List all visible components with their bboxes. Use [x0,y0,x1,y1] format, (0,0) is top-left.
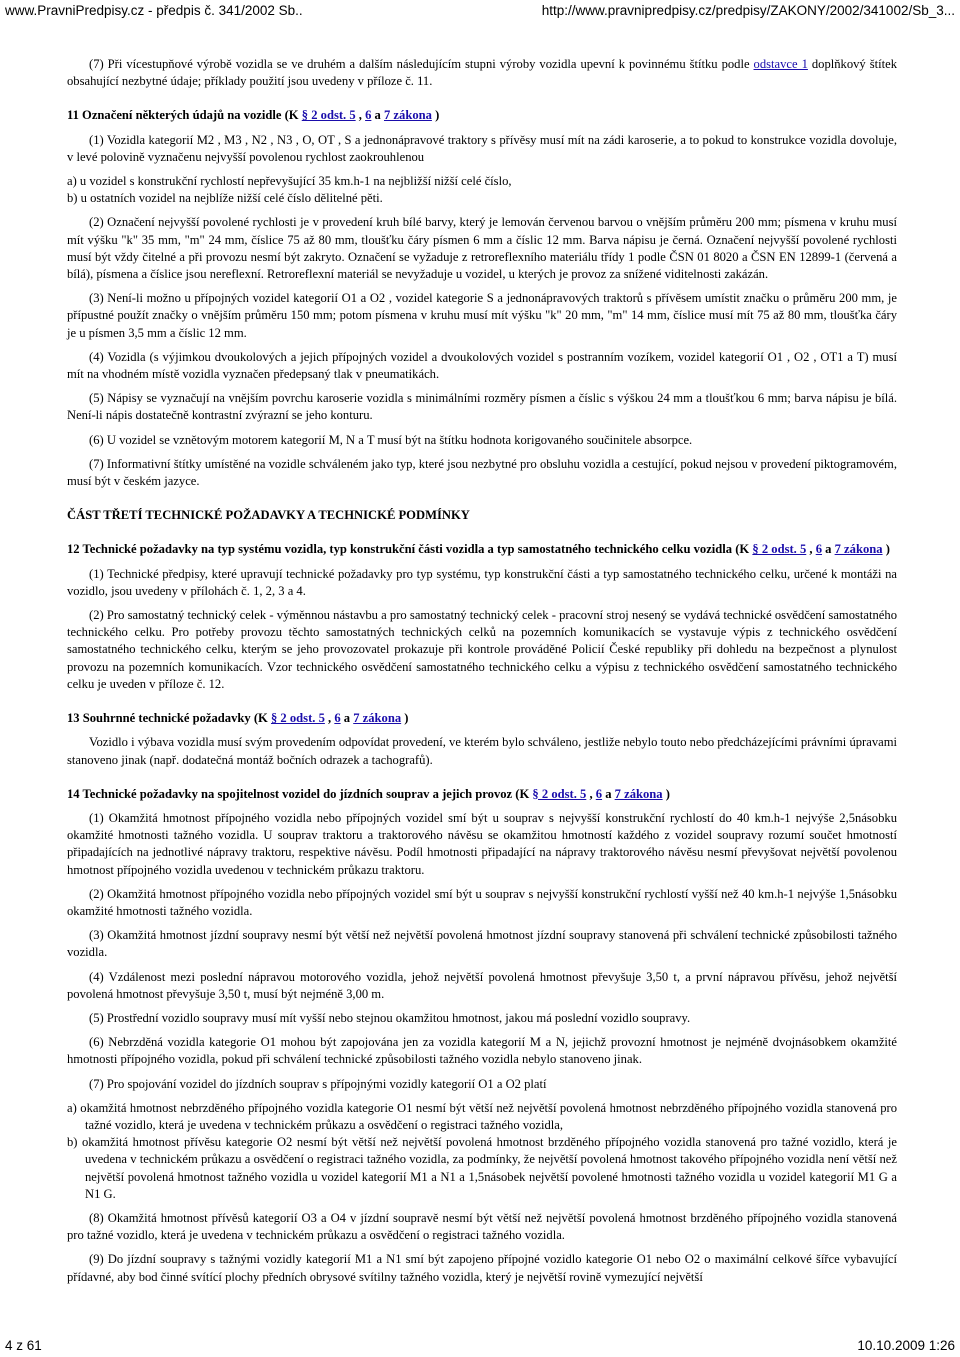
s14-paragraph-1: (1) Okamžitá hmotnost přípojného vozidla nebo přípojných vozidel smí být u souprav s nejvyšší konstrukční rychlostí do 40 km.h-1 nejvýše 2,5násobku okamžité hmotnosti tažného vozidla. U souprav traktoru a traktorového návěsu se okamžitou hmotností každého z vozidel soupravy rozumí součet hmotností připadajících na jednotlivé nápravy traktoru, respektive návěsu. Podíl hmotnosti připadající na nápravy traktorového návěsu nesmí převyšovat největší povolenou hmotnost přípojného vozidla uvedenou v technickém průkazu traktoru. [67,810,897,877]
s11-item-b: b) u ostatních vozidel na nejblíže nižší celé číslo dělitelné pěti. [67,191,383,206]
link-s13-zakona[interactable]: 7 zákona [353,711,402,726]
part-three-heading: ČÁST TŘETÍ TECHNICKÉ POŽADAVKY A TECHNICKÉ PODMÍNKY [67,508,470,523]
link-s11-6[interactable]: 6 [365,108,372,123]
s14-paragraph-8: (8) Okamžitá hmotnost přívěsů kategorií O3 a O4 v jízdní soupravě nesmí být větší než největší povolená hmotnost brzděného přípojného vozidla stanovená pro tažné vozidlo, která je uvedena v technickém průkazu a osvědčení o registraci tažného vozidla. [67,1210,897,1243]
s12-paragraph-2: (2) Pro samostatný technický celek - výměnnou nástavbu a pro samostatný technický celek - pracovní stroj nesený se vydává technické osvědčení samostatného technického celku. Pro potřeby provozu těchto samostatných technických celků na pozemních komunikacích se vystavuje výpis z technického osvědčení samostatného technického celku, kterým se jeho provozovatel prokazuje při kontrole prováděné Policií České republiky při dohledu na bezpečnost a plynulost provozu na pozemních komunikacích. Vzor technického osvědčení samostatného technického celku a výpisu z technického osvědčení samostatného technického celku je uveden v příloze č. 12. [67,608,897,691]
s14-item-b: b) okamžitá hmotnost přívěsu kategorie O2 nesmí být větší než největší povolená hmotnost brzděného přípojného vozidla stanovená pro tažné vozidlo, která je uvedena v technickém průkazu a osvědčení o registraci tažného vozidla, za podmínky, že největší povolená hmotnost takového přípojného vozidla není větší než největší povolená hmotnost tažného vozidla u vozidel kategorií M1 a N1 a 1,5násobek největší povolené hmotnosti tažného vozidla u vozidel kategorií M1 G a N1 G. [67,1135,897,1201]
footer-page-number: 4 z 61 [5,1338,42,1353]
s14-paragraph-9: (9) Do jízdní soupravy s tažnými vozidly kategorií M1 a N1 smí být zapojeno přípojné vozidlo kategorie O1 nebo O2 o maximální celkové šířce vybavující přídavné, aby bod činné svítící plochy předních obrysové svítilny tažného vozidla, který je největší rovině vymezující největší [67,1252,897,1284]
header-url: http://www.pravnipredpisy.cz/predpisy/ZAKONY/2002/341002/Sb_3... [541,3,955,18]
link-s14-odst5[interactable]: § 2 odst. 5 [532,786,587,801]
s14-paragraph-2: (2) Okamžitá hmotnost přípojného vozidla nebo přípojných vozidel smí být u souprav s nejvyšší konstrukční rychlostí vyšší než 40 km.h-1 nejvýše 1,5násobku okamžité hmotnosti tažného vozidla. [67,886,897,918]
link-s12-odst5[interactable]: § 2 odst. 5 [752,542,807,557]
section-11-heading: 11 Označení některých údajů na vozidle (K § 2 odst. 5 , 6 a 7 zákona ) [67,108,440,123]
s14-paragraph-6: (6) Nebrzděná vozidla kategorie O1 mohou být zapojována jen za vozidla kategorií M a N, jejichž provozní hmotnost je nejméně dvojnásobkem okamžité hmotnosti přípojného vozidla, pokud při schválení technické způsobilosti tažného vozidla nebylo stanoveno jinak. [67,1035,897,1067]
section-13-heading: 13 Souhrnné technické požadavky (K § 2 odst. 5 , 6 a 7 zákona ) [67,711,409,726]
s14-paragraph-3: (3) Okamžitá hmotnost jízdní soupravy nesmí být větší než největší povolená hmotnost jízdní soupravy stanovená při schválení technické způsobilosti tažného vozidla. [67,928,897,960]
section-14-heading: 14 Technické požadavky na spojitelnost vozidel do jízdních souprav a jejich provoz (K § 2 odst. 5 , 6 a 7 zákona ) [67,786,670,801]
document-body [67,56,897,1286]
link-s14-6[interactable]: 6 [595,786,603,801]
s14-paragraph-5: (5) Prostřední vozidlo soupravy musí mít vyšší nebo stejnou okamžitou hmotnost, jakou má poslední vozidlo soupravy. [89,1010,691,1025]
s11-paragraph-2: (2) Označení nejvyšší povolené rychlosti je v provedení kruh bílé barvy, který je lemován červenou barvou o vnějším průměru 200 mm; písmena v kruhu musí mít výšku "k" 35 mm, "m" 24 mm, číslice 75 až 80 mm, tloušťku čáry písmen 6 mm a číslic 12 mm. Barva nápisu je černá. Označení nejvyšší povolené rychlosti musí být vždy čitelné a při provozu nesmí být zakryto. Označení se vyžaduje z retroreflexního materiálu třídy 1 podle ČSN 01 8020 a ČSN EN 12899-1 (červená a bílá), písmena a číslice jsou nereflexní. Retroreflexní materiál se nevyžaduje u vozidel, u kterých je provoz za snížené viditelnosti zakázán. [67,215,897,282]
link-s13-odst5[interactable]: § 2 odst. 5 [270,711,325,726]
s13-paragraph-1: Vozidlo i výbava vozidla musí svým provedením odpovídat provedení, ve kterém bylo schváleno, jestliže nebylo touto nebo předcházejícími právními úpravami stanoveno jinak (např. dodatečná montáž bočních odrazek a tachografů). [67,735,898,767]
s12-paragraph-1: (1) Technické předpisy, které upravují technické požadavky pro typ systému, typ konstrukční části a typ samostatného technického celku, určené k montáži na vozidlo, jsou uvedeny v přílohách č. 1, 2, 3 a 4. [67,566,897,598]
s14-paragraph-7: (7) Pro spojování vozidel do jízdních souprav s přípojnými vozidly kategorií O1 a O2 platí [89,1076,547,1091]
s11-item-a: a) u vozidel s konstrukční rychlostí nepřevyšující 35 km.h-1 na nejbližší nižší celé číslo, [67,174,512,189]
link-s11-zakona[interactable]: 7 zákona [383,108,432,123]
s14-paragraph-4: (4) Vzdálenost mezi poslední nápravou motorového vozidla, jehož největší povolená hmotnost převyšuje 3,50 t, a první nápravou přívěsu, jehož největší povolená hmotnost převyšuje 3,50 t, musí být nejméně 3,00 m. [67,969,897,1001]
s11-paragraph-4: (4) Vozidla (s výjimkou dvoukolových a jejich přípojných vozidel a dvoukolových vozidel s postranním vozíkem, vozidel kategorií O1 , O2 , OT1 a T) musí mít na vhodném místě vozidla vyznačen předepsaný tlak v pneumatikách. [67,349,897,382]
s11-paragraph-1: (1) Vozidla kategorií M2 , M3 , N2 , N3 , O, OT , S a jednonápravové traktory s přívěsy musí mít na zádi karoserie, a to pokud to konstrukce vozidla dovoluje, v levé polovině vyznačenu nejvyšší povolenou rychlost zaokrouhlenou [67,132,897,164]
section-12-heading: 12 Technické požadavky na typ systému vozidla, typ konstrukční části vozidla a typ samostatného technického celku vozidla (K § 2 odst. 5 , 6 a 7 zákona ) [67,542,890,557]
link-s11-odst5[interactable]: § 2 odst. 5 [301,108,356,123]
s11-paragraph-5: (5) Nápisy se vyznačují na vnějším povrchu karoserie vozidla s minimálními rozměry písmen a číslic s výškou 24 mm a tloušťkou 6 mm; barva nápisu je bílá. Není-li nápis dostatečně kontrastní zvýrazní se jeho konturu. [67,391,897,423]
s11-paragraph-6: (6) U vozidel se vznětovým motorem kategorií M, N a T musí být na štítku hodnota korigovaného součinitele absorpce. [89,432,693,447]
link-odstavce-1[interactable]: odstavce 1 [753,57,808,71]
footer-timestamp: 10.10.2009 1:26 [857,1338,955,1353]
s14-item-a: a) okamžitá hmotnost nebrzděného přípojného vozidla kategorie O1 nesmí být větší než největší povolená hmotnost nebrzděného přípojného vozidla stanovená pro tažné vozidlo, která je uvedena v technickém průkazu a osvědčení o registraci tažného vozidla, [67,1100,897,1132]
link-s14-zakona[interactable]: 7 zákona [614,786,663,801]
page-header [5,2,955,18]
paragraph-7: (7) Při vícestupňové výrobě vozidla se ve druhém a dalším následujícím stupni výroby vozidla upevní k povinnému štítku podle odstavce 1 doplňkový štítek obsahující nezbytné údaje; příklady použití jsou uvedeny v příloze č. 11. [67,57,897,89]
link-s12-zakona[interactable]: 7 zákona [834,542,883,557]
link-s13-6[interactable]: 6 [334,711,341,726]
page-footer [5,1337,955,1353]
link-s12-6[interactable]: 6 [815,542,823,557]
s11-paragraph-3: (3) Není-li možno u přípojných vozidel kategorií O1 a O2 , vozidel kategorie S a jednonápravových traktorů s přívěsem umístit značku o průměru 200 mm, je přípustné použít značky o vnějším průměru 150 mm; potom písmena v kruhu musí mít výšku "k" 20 mm, "m" 14 mm, číslice musí mít 75 až 80 mm, tloušťka čáry je u písmen 3,5 mm a číslic 12 mm. [67,291,897,340]
header-site-title: www.PravniPredpisy.cz - předpis č. 341/2002 Sb.. [5,3,303,18]
s11-paragraph-7: (7) Informativní štítky umístěné na vozidle schváleném jako typ, které jsou nezbytné pro obsluhu vozidla a cestující, pokud nejsou v provedení piktogramovém, musí být v českém jazyce. [67,456,897,489]
